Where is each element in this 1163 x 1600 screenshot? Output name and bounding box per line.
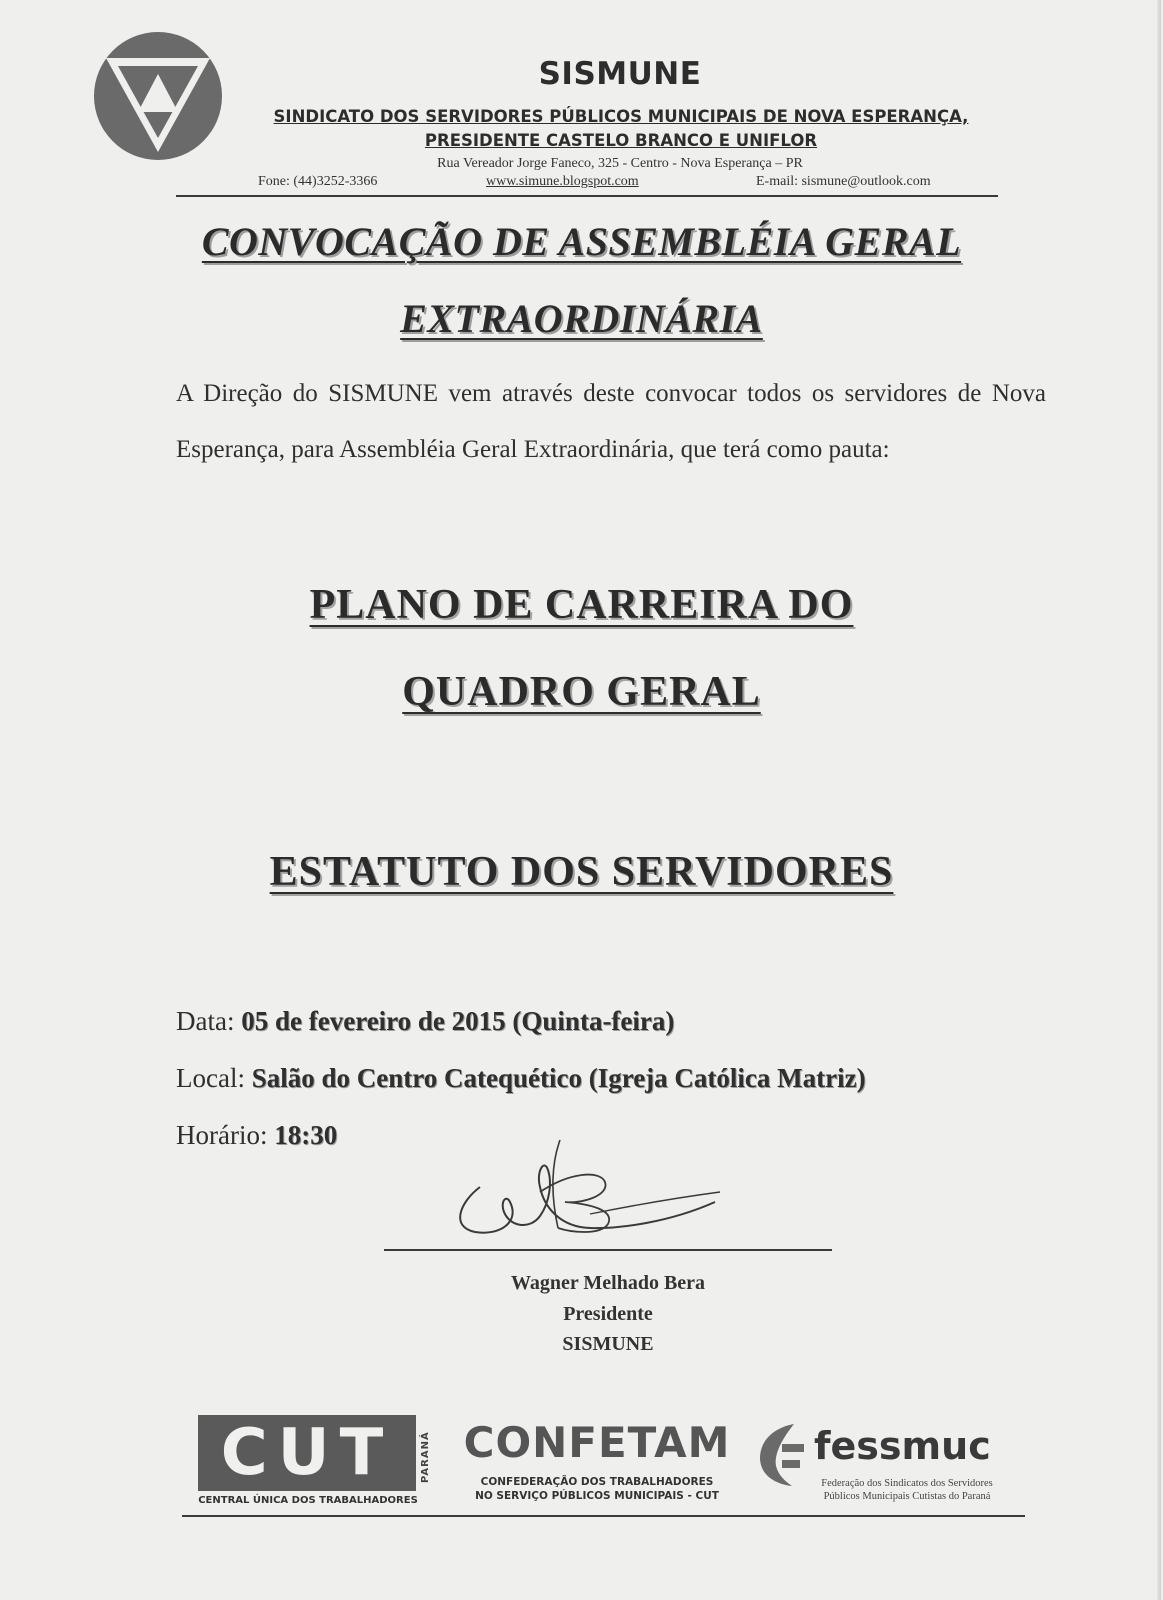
signature-line [384,1249,832,1251]
location-value: Salão do Centro Catequético (Igreja Católica Matriz) [251,1063,866,1093]
org-name: SISMUNE [538,56,702,92]
date-value: 05 de fevereiro de 2015 (Quinta-feira) [241,1006,675,1036]
confetam-caption-line1: CONFEDERAÇÃO DOS TRABALHADORES [480,1476,714,1488]
contact-row [258,174,993,192]
fessmuc-caption-line1: Federação dos Sindicatos dos Servidores [821,1478,993,1489]
org-email: E-mail: sismune@outlook.com [756,174,931,189]
time-value: 18:30 [274,1120,338,1150]
org-full-name [236,105,1006,153]
confetam-logo-text: CONFETAM [463,1418,731,1467]
agenda-item-1-line2: QUADRO GERAL [402,669,761,715]
header-divider [176,195,998,197]
cut-logo-text: CUT [220,1416,394,1490]
signer-org: SISMUNE [562,1333,654,1355]
cut-logo-mark [198,1415,416,1491]
signer-role: Presidente [563,1303,653,1325]
confetam-logo [462,1418,732,1510]
location-label: Local: [176,1063,245,1093]
meeting-date [176,1006,674,1037]
date-label: Data: [176,1006,235,1036]
fessmuc-caption-line2: Públicos Municipais Cutistas do Paraná [823,1491,991,1502]
org-full-name-line2: PRESIDENTE CASTELO BRANCO E UNIFLOR [424,131,818,150]
org-website: www.simune.blogspot.com [486,174,639,189]
fessmuc-logo [752,1418,1012,1510]
agenda-item-2: ESTATUTO DOS SERVIDORES [269,849,894,895]
meeting-time [176,1120,337,1151]
document-title-line1: CONVOCAÇÃO DE ASSEMBLÉIA GERAL [201,219,962,264]
time-label: Horário: [176,1120,268,1150]
org-address: Rua Vereador Jorge Faneco, 325 - Centro - Nova Esperança – PR [437,156,803,171]
org-phone: Fone: (44)3252-3366 [258,174,378,189]
intro-paragraph: A Direção do SISMUNE vem através deste convocar todos os servidores de Nova Esperança, para Assembléia Geral Extraordinária, que terá como pauta: [176,380,1046,463]
agenda-item-1-line1: PLANO DE CARREIRA DO [309,582,854,628]
cut-caption: CENTRAL ÚNICA DOS TRABALHADORES [198,1495,418,1506]
handwritten-signature [440,1132,740,1247]
cut-logo [198,1415,434,1511]
confetam-caption-line2: NO SERVIÇO PÚBLICOS MUNICIPAIS - CUT [475,1490,719,1502]
document-title-line2: EXTRAORDINÁRIA [400,296,763,341]
cut-region: PARANÁ [420,1431,431,1483]
footer-divider [182,1515,1025,1517]
fessmuc-logo-text: fessmuc [814,1424,991,1468]
sismune-logo-icon [92,30,224,162]
meeting-location [176,1063,866,1094]
org-full-name-line1: SINDICATO DOS SERVIDORES PÚBLICOS MUNICIPAIS DE NOVA ESPERANÇA, [273,107,969,126]
signer-name: Wagner Melhado Bera [510,1272,706,1294]
